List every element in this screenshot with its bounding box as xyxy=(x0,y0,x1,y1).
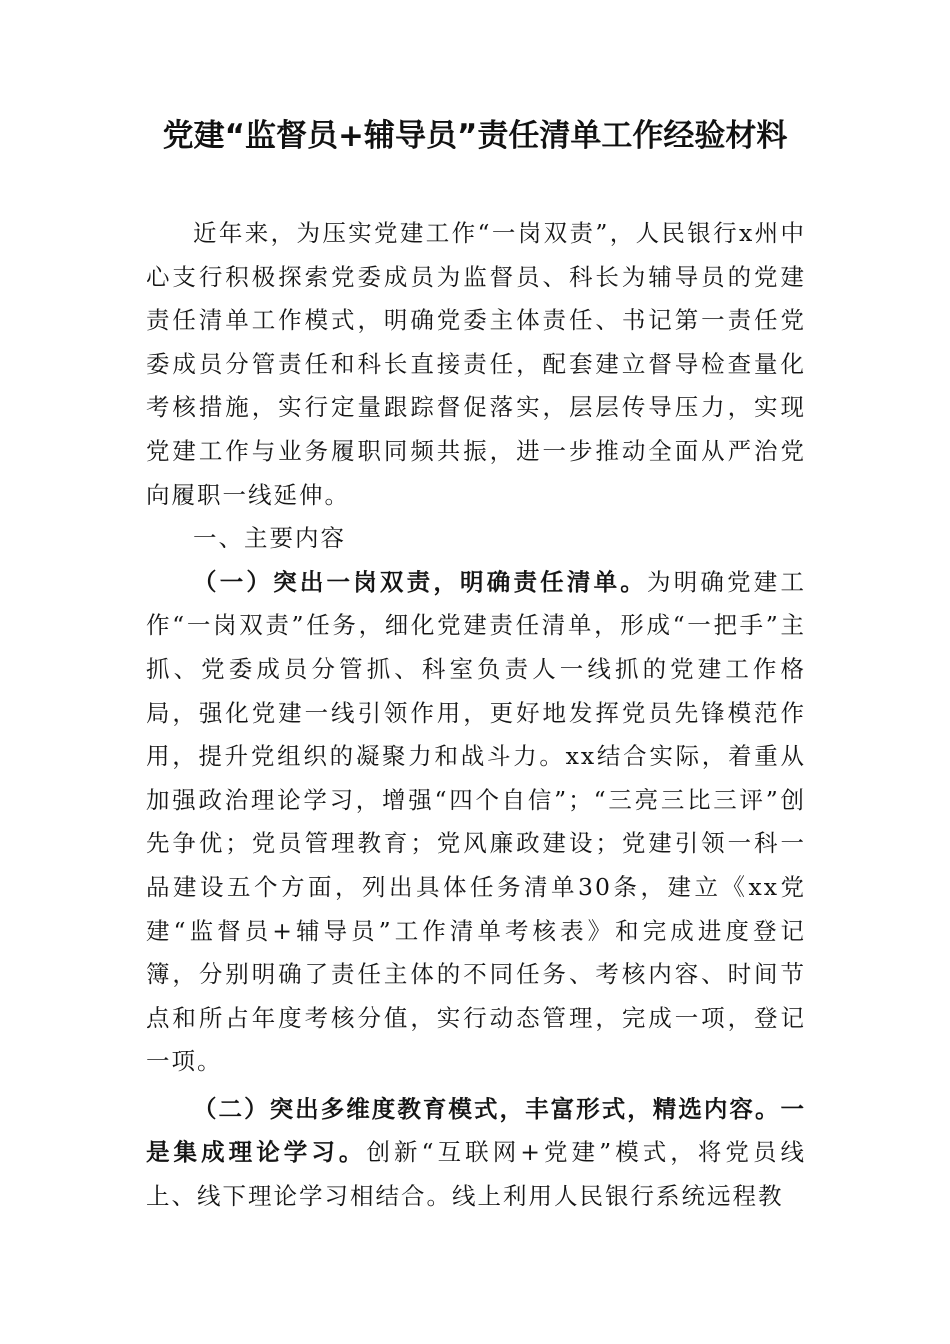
intro-paragraph: 近年来，为压实党建工作“一岗双责”，人民银行x州中心支行积极探索党委成员为监督员、科长为辅导员的党建责任清单工作模式，明确党委主体责任、书记第一责任党委成员分管责任和科长直接责任，配套建立督导检查量化考核措施，实行定量跟踪督促落实，层层传导压力，实现党建工作与业务履职同频共振，进一步推动全面从严治党向履职一线延伸。 xyxy=(146,219,806,509)
document-body xyxy=(146,212,806,1219)
section-heading-main-content: 一、主要内容 xyxy=(193,524,346,553)
item-2-text: 创新“互联网+党建”模式，将党员线上、线下理论学习相结合。线上利用人民银行系统远程教 xyxy=(146,1138,807,1211)
item-2-lead: （二）突出多维度教育模式，丰富形式，精选内容。 xyxy=(193,1094,781,1123)
item-2-paragraph xyxy=(146,1088,806,1219)
item-1-lead: （一）突出一岗双责，明确责任清单。 xyxy=(193,567,647,596)
item-1-paragraph xyxy=(146,561,806,1084)
document-title: 党建“监督员+辅导员”责任清单工作经验材料 xyxy=(162,118,788,154)
item-1-text: 为明确党建工作“一岗双责”任务，细化党建责任清单，形成“一把手”主抓、党委成员分管抓、科室负责人一线抓的党建工作格局，强化党建一线引领作用，更好地发挥党员先锋模范作用，提升党组织的凝聚力和战斗力。xx结合实际，着重从加强政治理论学习，增强“四个自信”；“三亮三比三评”创先争优；党员管理教育；党风廉政建设；党建引领一科一品建设五个方面，列出具体任务清单30条，建立《xx党建“监督员+辅导员”工作清单考核表》和完成进度登记簿，分别明确了责任主体的不同任务、考核内容、时间节点和所占年度考核分值，实行动态管理，完成一项，登记一项。 xyxy=(146,567,807,1076)
item-2-sub-lead: 一是集成理论学习。 xyxy=(146,1094,806,1167)
